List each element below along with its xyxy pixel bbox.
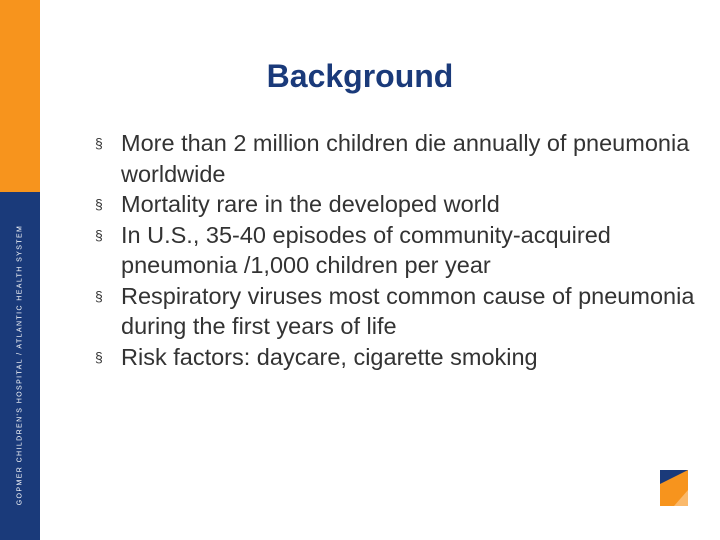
bullet-item bbox=[95, 281, 695, 342]
bullet-text: Mortality rare in the developed world bbox=[121, 191, 500, 217]
bullet-item bbox=[95, 128, 695, 189]
bullet-marker-icon: § bbox=[95, 196, 103, 212]
bullet-text: In U.S., 35-40 episodes of community-acquired pneumonia /1,000 children per year bbox=[121, 221, 611, 278]
sidebar-orange-strip bbox=[0, 0, 40, 192]
bullet-text: Respiratory viruses most common cause of pneumonia during the first years of life bbox=[121, 282, 695, 339]
bullet-item bbox=[95, 220, 695, 281]
bullet-marker-icon: § bbox=[95, 287, 103, 304]
bullet-list bbox=[95, 128, 695, 372]
bullet-text: More than 2 million children die annually of pneumonia worldwide bbox=[121, 130, 690, 187]
bullet-marker-icon: § bbox=[95, 348, 103, 365]
bullet-item bbox=[95, 189, 695, 220]
bullet-text: Risk factors: daycare, cigarette smoking bbox=[121, 343, 538, 370]
bullet-marker-icon: § bbox=[95, 135, 103, 151]
bullet-item bbox=[95, 342, 695, 373]
slide-title: Background bbox=[266, 58, 454, 94]
bullet-marker-icon: § bbox=[95, 226, 103, 243]
sidebar-text-container bbox=[0, 200, 40, 530]
sidebar-text: GOPMER CHILDREN'S HOSPITAL / ATLANTIC HEALTH SYSTEM bbox=[16, 224, 24, 506]
orange-square-logo-icon bbox=[660, 470, 688, 506]
